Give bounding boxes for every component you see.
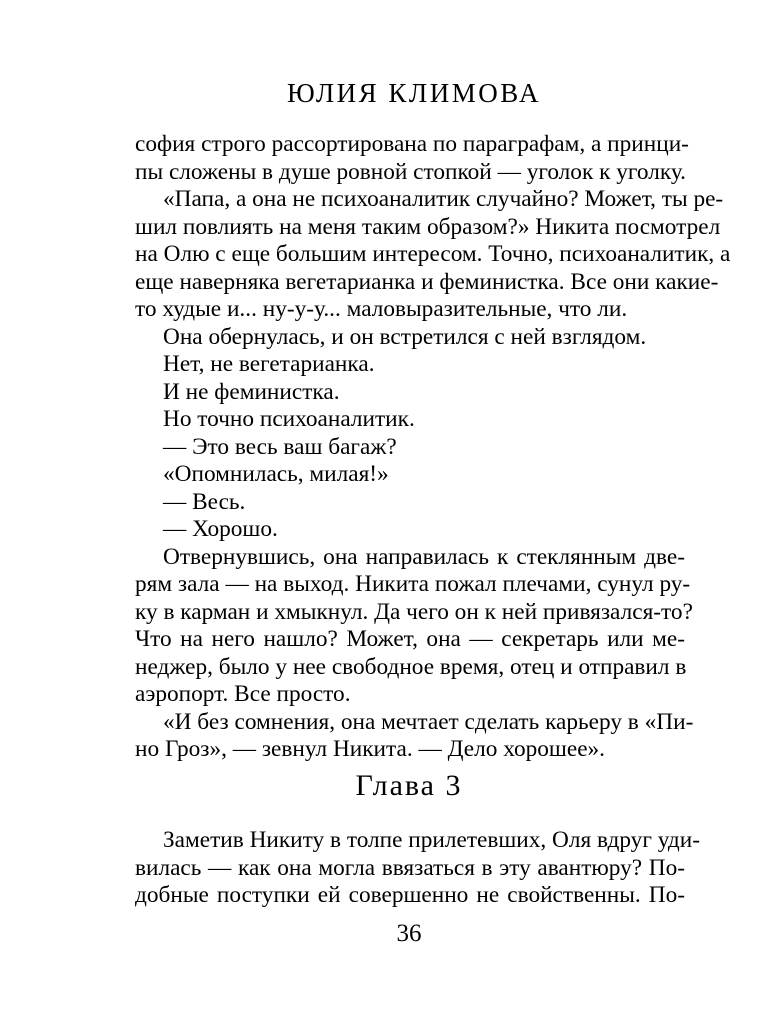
text-line: но Гроз», — зевнул Никита. — Дело хорошее». (135, 736, 606, 762)
text-line: софия строго рассортирована по параграфам, а принци- (135, 131, 689, 157)
text-line: «И без сомнения, она мечтает сделать карьеру в «Пи- (163, 708, 694, 735)
text-line: — Хорошо. (163, 516, 278, 542)
body-text-bottom (135, 827, 700, 910)
text-line: добные поступки ей совершенно не свойственны. По- (135, 882, 685, 908)
text-line: то худые и... ну-у-у... маловыразительные, что ли. (135, 296, 628, 322)
text-line: пы сложены в душе ровной стопкой — уголок к уголку. (135, 158, 686, 185)
text-line: Но точно психоаналитик. (163, 406, 415, 432)
text-line: на Олю с еще большим интересом. Точно, психоаналитик, а (135, 241, 731, 267)
text-line: Отвернувшись, она направилась к стеклянным две- (163, 543, 685, 570)
text-line: И не феминистка. (163, 378, 340, 405)
text-line: ку в карман и хмыкнул. Да чего он к ней привязался-то? (135, 598, 693, 625)
chapter-heading: Глава 3 (355, 769, 463, 802)
text-line: «Папа, а она не психоаналитик случайно? Может, ты ре- (163, 186, 724, 212)
text-line: аэропорт. Все просто. (135, 681, 351, 707)
text-line: «Опомнилась, милая!» (163, 461, 389, 487)
running-title: ЮЛИЯ КЛИМОВА (286, 78, 542, 108)
text-line: Она обернулась, и он встретился с ней взглядом. (163, 323, 647, 350)
text-line: вилась — как она могла ввязаться в эту авантюру? По- (135, 854, 685, 881)
text-line: еще наверняка вегетарианка и феминистка. Все они какие- (135, 268, 719, 295)
text-line: рям зала — на выход. Никита пожал плечами, сунул ру- (135, 571, 691, 597)
page-number: 36 (396, 920, 422, 947)
text-line: — Весь. (163, 488, 246, 515)
text-line: Нет, не вегетарианка. (163, 351, 375, 377)
text-line: Что на него нашло? Может, она — секретарь или ме- (135, 626, 685, 652)
text-line: Заметив Никиту в толпе прилетевших, Оля вдруг уди- (163, 827, 700, 853)
text-line: — Это весь ваш багаж? (163, 433, 397, 460)
text-line: неджер, было у нее свободное время, отец и отправил в (135, 653, 687, 680)
body-text-top (135, 131, 731, 764)
text-line: шил повлиять на меня таким образом?» Никита посмотрел (135, 213, 721, 240)
